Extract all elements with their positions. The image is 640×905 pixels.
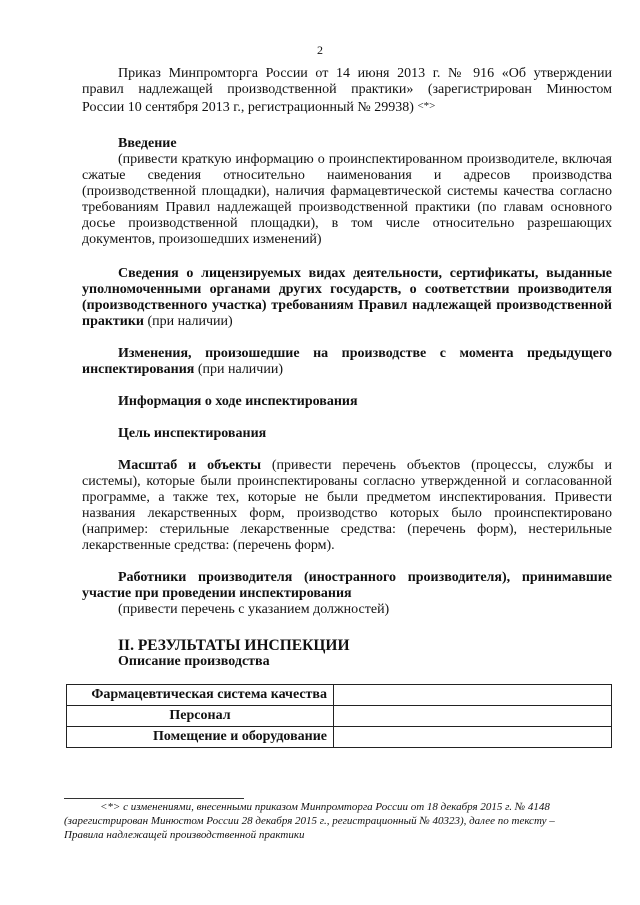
scope-paragraph	[82, 458, 612, 554]
intro-paragraph	[82, 66, 612, 116]
introduction-text: (привести краткую информацию о проинспектированном производителе, включая сжатые сведения относительно наименования и адресов производства (производственной площадки), наличия фармацевтической системы качества согласно требованиям Правил надлежащей производственной практики (по главам основного досье производственной площадки), в том числе относительно разрешающих документов, произошедших изменений)	[82, 152, 612, 247]
section-2-heading: II. РЕЗУЛЬТАТЫ ИНСПЕКЦИИ	[118, 637, 350, 654]
results-table	[66, 684, 612, 748]
results-section	[82, 638, 612, 670]
table-row	[67, 685, 612, 706]
footnote	[64, 800, 612, 842]
changes-bold: Изменения, произошедшие на производстве с момента предыдущего инспектирования	[82, 346, 612, 377]
table-row-value	[334, 685, 612, 706]
table-row-label: Фармацевтическая система качества	[67, 685, 334, 706]
page-content	[82, 66, 612, 748]
scope-text: (привести перечень объектов (процессы, службы и системы), которые были проинспектированы согласно утвержденной и согласованной программе, а также тех, которые не были предметом инспектирования. Привести названия лекарственных форм, производство которых было проинспектировано (например: стерильные лекарственные средства: (перечень форм), нестерильные лекарственные средства: (перечень форм).	[82, 458, 612, 553]
scope-bold: Масштаб и объекты	[118, 458, 262, 473]
staff-note: (привести перечень с указанием должностей)	[118, 602, 390, 617]
inspection-info-heading: Информация о ходе инспектирования	[118, 394, 358, 409]
inspection-goal-heading: Цель инспектирования	[118, 426, 267, 441]
table-row	[67, 727, 612, 748]
table-row-value	[334, 727, 612, 748]
table-row	[67, 706, 612, 727]
intro-line-2: правил надлежащей производственной практики» (зарегистрирован Минюстом	[82, 82, 612, 97]
table-row-value	[334, 706, 612, 727]
introduction-heading: Введение	[118, 136, 177, 151]
page-number: 2	[317, 43, 323, 57]
staff-bold: Работники производителя (иностранного производителя), принимавшие участие при проведении инспектирования	[82, 570, 612, 601]
changes-note: (при наличии)	[197, 362, 283, 377]
licenses-note: (при наличии)	[147, 314, 233, 329]
introduction-section	[82, 136, 612, 248]
production-description-heading: Описание производства	[118, 654, 270, 669]
changes-paragraph	[82, 346, 612, 378]
footnote-line-3: Правила надлежащей производственной практики	[64, 829, 305, 841]
staff-section	[82, 570, 612, 618]
intro-line-1: Приказ Минпромторга России от 14 июня 2013 г. № 916 «Об утверждении	[118, 66, 612, 81]
intro-line-3: России 10 сентября 2013 г., регистрационный № 29938)	[82, 100, 414, 115]
footnote-line-1: <*> с изменениями, внесенными приказом Минпромторга России от 18 декабря 2015 г. № 4148	[100, 801, 550, 813]
licenses-bold: Сведения о лицензируемых видах деятельности, сертификаты, выданные уполномоченными органами других государств, о соответствии производителя (производственного участка) требованиям Правил надлежащей производственной практики	[82, 266, 612, 329]
footnote-line-2: (зарегистрирован Минюстом России 28 декабря 2015 г., регистрационный № 40323), далее по тексту –	[64, 815, 555, 827]
licenses-paragraph	[82, 266, 612, 330]
footnote-separator	[64, 798, 244, 799]
table-row-label: Помещение и оборудование	[67, 727, 334, 748]
table-row-label: Персонал	[67, 706, 334, 727]
footnote-ref[interactable]: <*>	[417, 100, 436, 112]
